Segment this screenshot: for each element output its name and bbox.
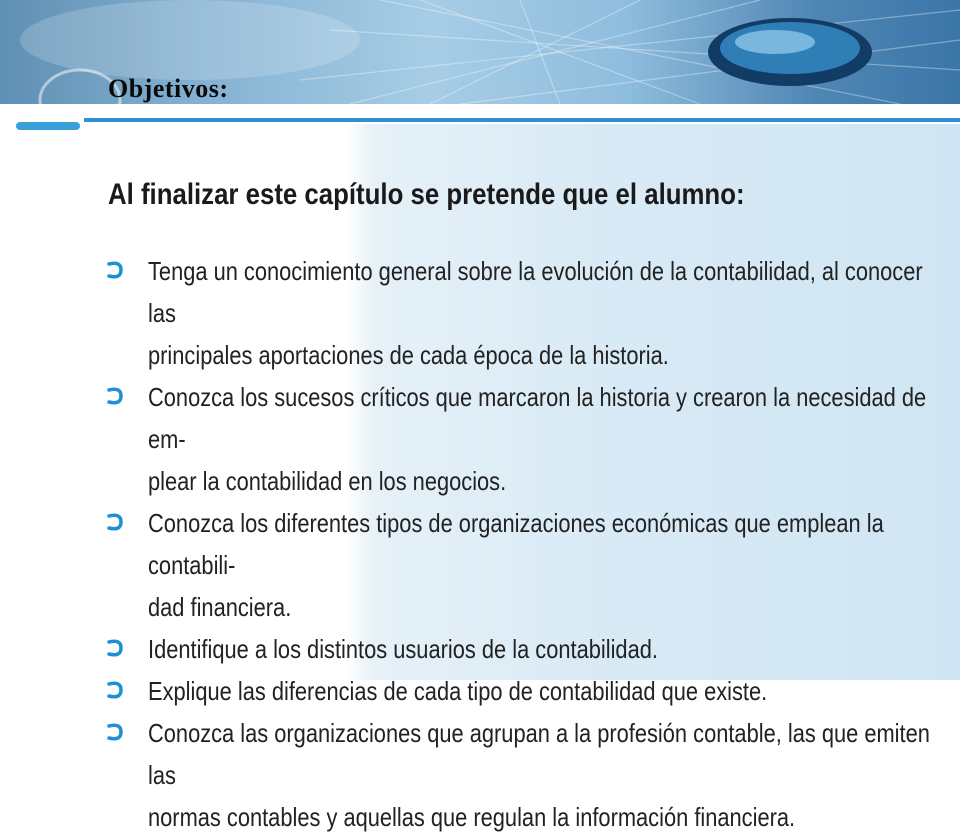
title-rule [84, 118, 960, 122]
curved-arrow-bullet-icon [106, 680, 124, 700]
objective-text-line1: Identifique a los distintos usuarios de la contabilidad. [148, 634, 658, 664]
curved-arrow-bullet-icon [106, 722, 124, 742]
slide-title: Objetivos: [108, 74, 229, 103]
objective-text-line2: principales aportaciones de cada época de la historia. [148, 340, 669, 370]
curved-arrow-bullet-icon [106, 638, 124, 658]
objective-text-line2: plear la contabilidad en los negocios. [148, 466, 507, 496]
list-item [106, 376, 960, 502]
objective-text-line1: Tenga un conocimiento general sobre la evolución de la contabilidad, al conocer las [148, 256, 923, 328]
title-rule-accent [16, 122, 80, 130]
list-item [106, 712, 960, 838]
list-item [106, 502, 960, 628]
objectives-heading: Al finalizar este capítulo se pretende que el alumno: [108, 178, 745, 211]
list-item [106, 628, 960, 670]
curved-arrow-bullet-icon [106, 260, 124, 280]
list-item [106, 250, 960, 376]
objective-text-line1: Conozca las organizaciones que agrupan a la profesión contable, las que emiten las [148, 718, 930, 790]
objective-text-line2: normas contables y aquellas que regulan la información financiera. [148, 802, 796, 832]
objective-text-line1: Conozca los sucesos críticos que marcaron la historia y crearon la necesidad de em- [148, 382, 927, 454]
curved-arrow-bullet-icon [106, 512, 124, 532]
curved-arrow-bullet-icon [106, 386, 124, 406]
list-item [106, 670, 960, 712]
objective-text-line1: Conozca los diferentes tipos de organizaciones económicas que emplean la contabili- [148, 508, 884, 580]
objective-text-line1: Explique las diferencias de cada tipo de contabilidad que existe. [148, 676, 768, 706]
objectives-list [106, 250, 960, 838]
objective-text-line2: dad financiera. [148, 592, 292, 622]
